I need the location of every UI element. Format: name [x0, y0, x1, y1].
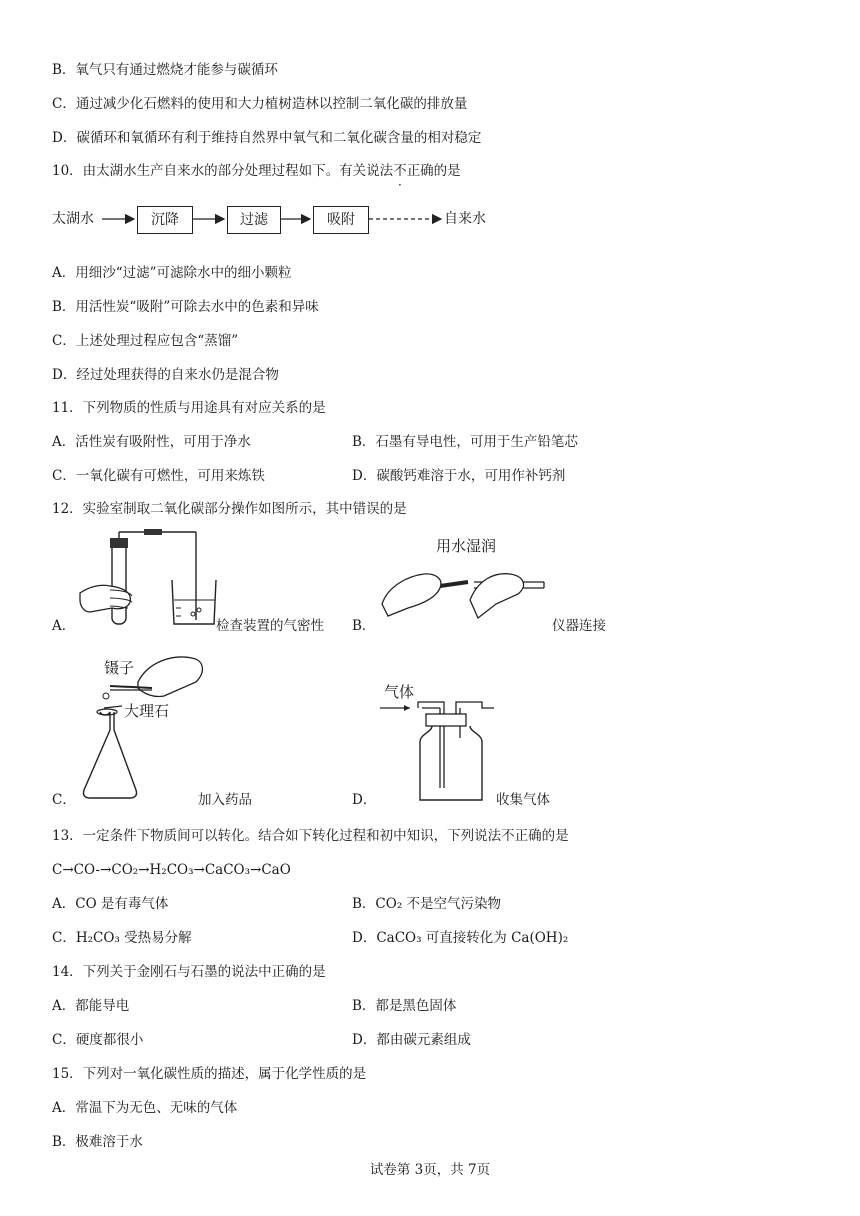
- flow-source: 太湖水: [52, 211, 94, 227]
- q13-option-c: C．H₂CO₃ 受热易分解: [52, 930, 192, 946]
- q14-option-d: D．都由碳元素组成: [352, 1032, 471, 1048]
- q10-option-d: D．经过处理获得的自来水仍是混合物: [52, 367, 279, 383]
- q13-option-a: A．CO 是有毒气体: [52, 896, 169, 912]
- q11-stem: 11．下列物质的性质与用途具有对应关系的是: [52, 400, 326, 416]
- flow-step-settle: 沉降: [137, 206, 193, 234]
- q12-option-a-letter: A．: [52, 618, 76, 634]
- q9-option-b: B．氧气只有通过燃烧才能参与碳循环: [52, 62, 278, 78]
- q12-option-a-caption: 检查装置的气密性: [216, 618, 324, 634]
- instrument-connection-figure: [378, 560, 548, 620]
- q12-option-b-caption: 仪器连接: [552, 618, 606, 634]
- q14-option-a: A．都能导电: [52, 998, 130, 1014]
- q15-stem: 15．下列对一氧化碳性质的描述，属于化学性质的是: [52, 1066, 367, 1082]
- q12-option-c-letter: C．: [52, 792, 76, 808]
- q13-stem: 13．一定条件下物质间可以转化。结合如下转化过程和初中知识，下列说法不正确的是: [52, 828, 569, 844]
- q10-emphasis: 不: [393, 163, 407, 179]
- q9-option-d: D．碳循环和氧循环有利于维持自然界中氧气和二氧化碳含量的相对稳定: [52, 130, 482, 146]
- flow-arrows: [0, 0, 860, 260]
- q10-stem: 10．由太湖水生产自来水的部分处理过程如下。有关说法不正确的是: [52, 163, 461, 179]
- q10-option-c: C．上述处理过程应包含“蒸馏”: [52, 333, 239, 349]
- q15-option-b: B．极难溶于水: [52, 1134, 143, 1150]
- flow-step-adsorb: 吸附: [313, 206, 369, 234]
- q13-chain: C→CO-→CO₂→H₂CO₃→CaCO₃→CaO: [52, 862, 291, 878]
- airtightness-check-figure: [80, 528, 220, 633]
- q15-option-a: A．常温下为无色、无味的气体: [52, 1100, 238, 1116]
- q12-option-c-caption: 加入药品: [198, 792, 252, 808]
- q12-fig-c-label-tweezers: 镊子: [104, 659, 135, 677]
- q9-option-c: C．通过减少化石燃料的使用和大力植树造林以控制二氧化碳的排放量: [52, 96, 468, 112]
- q12-option-b-letter: B．: [352, 618, 376, 634]
- q13-option-d: D．CaCO₃ 可直接转化为 Ca(OH)₂: [352, 930, 569, 946]
- q12-fig-b-label: 用水湿润: [436, 537, 497, 555]
- q14-option-c: C．硬度都很小: [52, 1032, 144, 1048]
- q11-option-b: B．石墨有导电性，可用于生产铅笔芯: [352, 434, 578, 450]
- page-footer: 试卷第 3页，共 7页: [369, 1162, 491, 1178]
- q11-option-c: C．一氧化碳有可燃性，可用来炼铁: [52, 468, 265, 484]
- q12-fig-c-label-marble: 大理石: [124, 702, 170, 720]
- q12-stem: 12．实验室制取二氧化碳部分操作如图所示，其中错误的是: [52, 501, 407, 517]
- q14-stem: 14．下列关于金刚石与石墨的说法中正确的是: [52, 964, 326, 980]
- q12-option-d-caption: 收集气体: [496, 792, 550, 808]
- q11-option-a: A．活性炭有吸附性，可用于净水: [52, 434, 251, 450]
- flow-result: 自来水: [444, 211, 486, 227]
- gas-collection-figure: [380, 698, 500, 804]
- q14-option-b: B．都是黑色固体: [352, 998, 457, 1014]
- q12-fig-d-label: 气体: [384, 683, 415, 701]
- q13-option-b: B．CO₂ 不是空气污染物: [352, 896, 502, 912]
- adding-reagent-figure: [76, 652, 216, 802]
- q11-option-d: D．碳酸钙难溶于水，可用作补钙剂: [352, 468, 566, 484]
- q10-option-b: B．用活性炭“吸附”可除去水中的色素和异味: [52, 299, 319, 315]
- q10-option-a: A．用细沙“过滤”可滤除水中的细小颗粒: [52, 265, 292, 281]
- flow-step-filter: 过滤: [227, 206, 281, 234]
- q12-option-d-letter: D．: [352, 792, 377, 808]
